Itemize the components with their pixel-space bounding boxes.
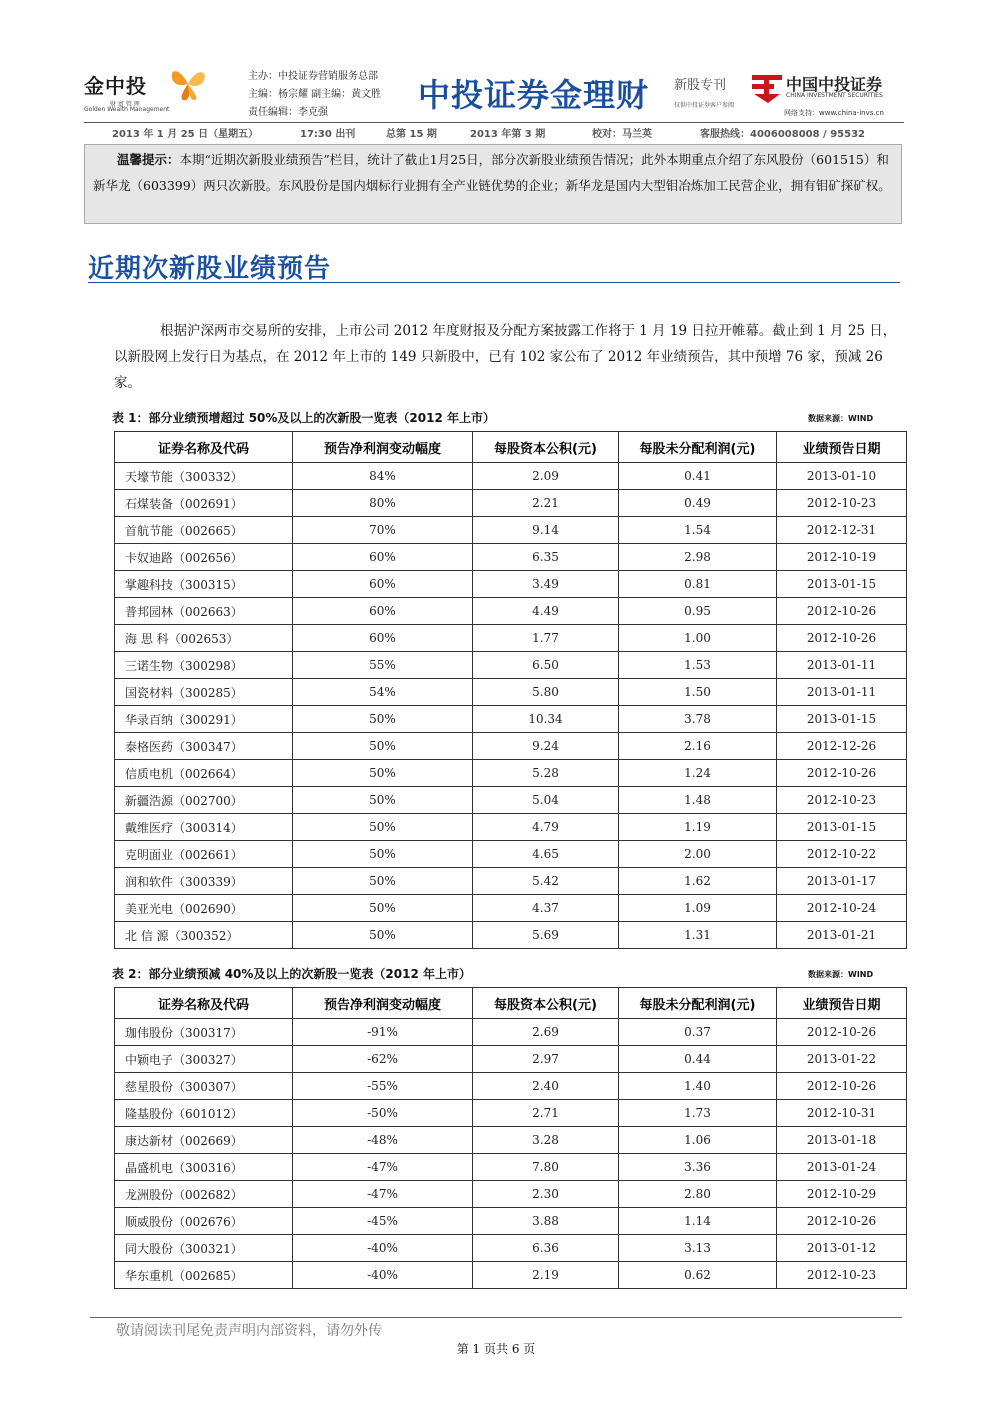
table-row	[115, 733, 907, 760]
cell-profit-change: 60%	[293, 571, 473, 598]
cell-forecast-date: 2012-10-23	[777, 1262, 907, 1289]
cell-capital-reserve: 2.69	[473, 1019, 619, 1046]
cell-forecast-date: 2013-01-10	[777, 463, 907, 490]
table-row	[115, 1262, 907, 1289]
cell-undistributed-profit: 1.06	[619, 1127, 777, 1154]
table-row	[115, 679, 907, 706]
cell-undistributed-profit: 2.98	[619, 544, 777, 571]
cell-capital-reserve: 2.40	[473, 1073, 619, 1100]
logo-subtitle-cn: 财 富 管 理	[110, 101, 140, 108]
table-row	[115, 1073, 907, 1100]
cell-undistributed-profit: 1.19	[619, 814, 777, 841]
table2	[114, 987, 907, 1289]
table-row	[115, 814, 907, 841]
cell-security-name: 晶盛机电（300316）	[115, 1154, 293, 1181]
cell-undistributed-profit: 0.37	[619, 1019, 777, 1046]
cell-capital-reserve: 6.50	[473, 652, 619, 679]
table2-header-name: 证券名称及代码	[115, 988, 293, 1019]
cell-forecast-date: 2012-10-19	[777, 544, 907, 571]
issue-date: 2013 年 1 月 25 日（星期五）	[112, 129, 259, 140]
notice-label: 温馨提示：	[117, 152, 180, 167]
cell-capital-reserve: 4.37	[473, 895, 619, 922]
cell-profit-change: 50%	[293, 706, 473, 733]
table2-header-undistributed-profit: 每股未分配利润(元)	[619, 988, 777, 1019]
cell-forecast-date: 2012-10-26	[777, 625, 907, 652]
cell-undistributed-profit: 1.48	[619, 787, 777, 814]
cell-undistributed-profit: 1.00	[619, 625, 777, 652]
cell-profit-change: 80%	[293, 490, 473, 517]
cell-capital-reserve: 5.80	[473, 679, 619, 706]
cell-profit-change: 60%	[293, 625, 473, 652]
cell-capital-reserve: 5.28	[473, 760, 619, 787]
issue-info-bar	[84, 125, 904, 142]
table-row	[115, 1100, 907, 1127]
cell-security-name: 天壕节能（300332）	[115, 463, 293, 490]
cell-forecast-date: 2012-10-31	[777, 1100, 907, 1127]
cell-forecast-date: 2013-01-11	[777, 679, 907, 706]
footer-disclaimer-note: 敬请阅读刊尾免责声明内部资料，请勿外传	[116, 1323, 382, 1339]
cell-security-name: 卡奴迪路（002656）	[115, 544, 293, 571]
table-row	[115, 625, 907, 652]
cell-profit-change: 50%	[293, 733, 473, 760]
cell-forecast-date: 2013-01-21	[777, 922, 907, 949]
cell-security-name: 美亚光电（002690）	[115, 895, 293, 922]
cell-profit-change: -55%	[293, 1073, 473, 1100]
company-logo	[750, 70, 900, 120]
cell-security-name: 中颖电子（300327）	[115, 1046, 293, 1073]
table-row	[115, 787, 907, 814]
cell-profit-change: 50%	[293, 787, 473, 814]
table-row	[115, 868, 907, 895]
cell-capital-reserve: 6.36	[473, 1235, 619, 1262]
cell-capital-reserve: 2.21	[473, 490, 619, 517]
table-row	[115, 706, 907, 733]
table-row	[115, 463, 907, 490]
cell-undistributed-profit: 1.40	[619, 1073, 777, 1100]
proofreader: 校对：马兰英	[592, 129, 652, 140]
cell-security-name: 同大股份（300321）	[115, 1235, 293, 1262]
table-row	[115, 1181, 907, 1208]
issue-total-number: 总第 15 期	[386, 129, 437, 140]
jinzhongtou-logo	[84, 66, 244, 114]
cell-undistributed-profit: 2.80	[619, 1181, 777, 1208]
logo-subtitle-en: Golden Wealth Management	[84, 106, 170, 113]
table2-source: 数据来源：WIND	[808, 970, 874, 979]
cell-profit-change: 70%	[293, 517, 473, 544]
table2-header-profit-change: 预告净利润变动幅度	[293, 988, 473, 1019]
cell-forecast-date: 2013-01-12	[777, 1235, 907, 1262]
table1-header-forecast-date: 业绩预告日期	[777, 432, 907, 463]
cell-forecast-date: 2013-01-24	[777, 1154, 907, 1181]
cell-undistributed-profit: 1.31	[619, 922, 777, 949]
table-row	[115, 895, 907, 922]
table-row	[115, 652, 907, 679]
cell-forecast-date: 2013-01-15	[777, 814, 907, 841]
cell-forecast-date: 2013-01-17	[777, 868, 907, 895]
cell-undistributed-profit: 2.00	[619, 841, 777, 868]
table1-header-row	[115, 432, 907, 463]
cell-profit-change: 84%	[293, 463, 473, 490]
section-title-underline	[88, 282, 900, 283]
cell-security-name: 普邦园林（002663）	[115, 598, 293, 625]
cell-capital-reserve: 4.65	[473, 841, 619, 868]
table2-header-forecast-date: 业绩预告日期	[777, 988, 907, 1019]
cell-undistributed-profit: 0.95	[619, 598, 777, 625]
cell-profit-change: -50%	[293, 1100, 473, 1127]
cell-forecast-date: 2013-01-11	[777, 652, 907, 679]
cell-security-name: 信质电机（002664）	[115, 760, 293, 787]
cell-security-name: 珈伟股份（300317）	[115, 1019, 293, 1046]
cell-capital-reserve: 5.04	[473, 787, 619, 814]
staff-responsible-editor: 责任编辑：李克强	[248, 107, 328, 118]
cell-security-name: 泰格医药（300347）	[115, 733, 293, 760]
cell-capital-reserve: 3.28	[473, 1127, 619, 1154]
cell-undistributed-profit: 3.36	[619, 1154, 777, 1181]
cell-forecast-date: 2012-10-23	[777, 490, 907, 517]
cell-security-name: 华东重机（002685）	[115, 1262, 293, 1289]
cell-capital-reserve: 10.34	[473, 706, 619, 733]
cell-undistributed-profit: 1.53	[619, 652, 777, 679]
table2-header-capital-reserve: 每股资本公积(元)	[473, 988, 619, 1019]
cell-profit-change: 50%	[293, 814, 473, 841]
cell-security-name: 华录百纳（300291）	[115, 706, 293, 733]
butterfly-logo-icon	[166, 62, 210, 106]
notice-box	[84, 144, 902, 224]
cell-forecast-date: 2012-10-26	[777, 1208, 907, 1235]
footer-rule	[90, 1317, 902, 1318]
cell-undistributed-profit: 1.09	[619, 895, 777, 922]
cell-undistributed-profit: 2.16	[619, 733, 777, 760]
section-title: 近期次新股业绩预告	[88, 254, 332, 284]
staff-editor: 主编：杨宗耀 副主编：黄文胜	[248, 89, 382, 100]
cell-forecast-date: 2013-01-15	[777, 571, 907, 598]
cell-security-name: 顺威股份（002676）	[115, 1208, 293, 1235]
cell-undistributed-profit: 0.44	[619, 1046, 777, 1073]
issue-time: 17:30 出刊	[300, 129, 356, 140]
table2-header-row	[115, 988, 907, 1019]
cell-forecast-date: 2012-12-31	[777, 517, 907, 544]
cell-profit-change: 55%	[293, 652, 473, 679]
cell-undistributed-profit: 3.78	[619, 706, 777, 733]
cell-profit-change: 50%	[293, 868, 473, 895]
table1-header-profit-change: 预告净利润变动幅度	[293, 432, 473, 463]
cell-profit-change: 50%	[293, 922, 473, 949]
cell-security-name: 隆基股份（601012）	[115, 1100, 293, 1127]
cell-undistributed-profit: 1.50	[619, 679, 777, 706]
cell-profit-change: -40%	[293, 1235, 473, 1262]
cell-undistributed-profit: 1.73	[619, 1100, 777, 1127]
customer-hotline: 客服热线：4006008008 / 95532	[700, 129, 865, 140]
logo-text: 金中投	[84, 74, 147, 98]
cell-security-name: 国瓷材料（300285）	[115, 679, 293, 706]
cell-forecast-date: 2012-12-26	[777, 733, 907, 760]
cell-security-name: 北 信 源（300352）	[115, 922, 293, 949]
cell-security-name: 三诺生物（300298）	[115, 652, 293, 679]
table1-header-undistributed-profit: 每股未分配利润(元)	[619, 432, 777, 463]
intro-paragraph: 根据沪深两市交易所的安排，上市公司 2012 年度财报及分配方案披露工作将于 1 月 19 日拉开帷幕。截止到 1 月 25 日，以新股网上发行日为基点，在 2012 年上市的 149 只新股中，已有 102 家公布了 2012 年业绩预告，其中预增 76 家，预减 26 家。	[114, 323, 897, 391]
cell-forecast-date: 2012-10-29	[777, 1181, 907, 1208]
cell-undistributed-profit: 1.54	[619, 517, 777, 544]
cell-capital-reserve: 7.80	[473, 1154, 619, 1181]
cell-forecast-date: 2012-10-23	[777, 787, 907, 814]
cell-profit-change: -40%	[293, 1262, 473, 1289]
table1-caption: 表 1：部分业绩预增超过 50%及以上的次新股一览表（2012 年上市）	[112, 411, 496, 425]
cell-undistributed-profit: 3.13	[619, 1235, 777, 1262]
cell-security-name: 慈星股份（300307）	[115, 1073, 293, 1100]
cell-security-name: 首航节能（002665）	[115, 517, 293, 544]
cell-capital-reserve: 9.24	[473, 733, 619, 760]
cell-profit-change: -62%	[293, 1046, 473, 1073]
cell-profit-change: -45%	[293, 1208, 473, 1235]
china-investment-securities-logo-icon	[750, 72, 784, 104]
cell-forecast-date: 2012-10-26	[777, 1073, 907, 1100]
cell-forecast-date: 2012-10-26	[777, 598, 907, 625]
special-issue-label: 新股专刊	[674, 78, 727, 93]
cell-forecast-date: 2013-01-22	[777, 1046, 907, 1073]
company-website: 网络支持：www.china-invs.cn	[784, 109, 884, 117]
cell-undistributed-profit: 1.14	[619, 1208, 777, 1235]
cell-capital-reserve: 3.88	[473, 1208, 619, 1235]
cell-capital-reserve: 4.79	[473, 814, 619, 841]
cell-security-name: 石煤装备（002691）	[115, 490, 293, 517]
editorial-staff	[248, 68, 381, 122]
cell-capital-reserve: 9.14	[473, 517, 619, 544]
cell-capital-reserve: 3.49	[473, 571, 619, 598]
table-row	[115, 1208, 907, 1235]
cell-capital-reserve: 5.69	[473, 922, 619, 949]
cell-profit-change: 60%	[293, 598, 473, 625]
cell-profit-change: 50%	[293, 760, 473, 787]
cell-capital-reserve: 6.35	[473, 544, 619, 571]
company-name-en: CHINA INVESTMENT SECURITIES	[786, 92, 883, 99]
table-row	[115, 490, 907, 517]
cell-capital-reserve: 2.71	[473, 1100, 619, 1127]
table1-header-capital-reserve: 每股资本公积(元)	[473, 432, 619, 463]
header-rule	[84, 122, 904, 123]
cell-capital-reserve: 4.49	[473, 598, 619, 625]
table-row	[115, 1154, 907, 1181]
cell-security-name: 龙洲股份（002682）	[115, 1181, 293, 1208]
cell-profit-change: 60%	[293, 544, 473, 571]
table-row	[115, 517, 907, 544]
publication-title: 中投证券金理财	[418, 76, 650, 114]
table-row	[115, 841, 907, 868]
table-row	[115, 598, 907, 625]
cell-profit-change: -48%	[293, 1127, 473, 1154]
cell-security-name: 戴维医疗（300314）	[115, 814, 293, 841]
table-row	[115, 544, 907, 571]
cell-undistributed-profit: 1.24	[619, 760, 777, 787]
cell-profit-change: 50%	[293, 841, 473, 868]
cell-undistributed-profit: 0.49	[619, 490, 777, 517]
cell-capital-reserve: 2.97	[473, 1046, 619, 1073]
cell-profit-change: -47%	[293, 1154, 473, 1181]
cell-security-name: 海 思 科（002653）	[115, 625, 293, 652]
table-row	[115, 1019, 907, 1046]
cell-forecast-date: 2012-10-26	[777, 1019, 907, 1046]
cell-profit-change: -47%	[293, 1181, 473, 1208]
cell-forecast-date: 2013-01-15	[777, 706, 907, 733]
cell-undistributed-profit: 1.62	[619, 868, 777, 895]
cell-profit-change: 54%	[293, 679, 473, 706]
cell-forecast-date: 2012-10-26	[777, 760, 907, 787]
cell-capital-reserve: 2.19	[473, 1262, 619, 1289]
cell-security-name: 掌趣科技（300315）	[115, 571, 293, 598]
cell-forecast-date: 2012-10-22	[777, 841, 907, 868]
notice-text: 本期“近期次新股业绩预告”栏目，统计了截止1月25日，部分次新股业绩预告情况；此外本期重点介绍了东风股份（601515）和新华龙（603399）两只次新股。东风股份是国内烟标行业拥有全产业链优势的企业；新华龙是国内大型钼冶炼加工民营企业，拥有钼矿探矿权。	[93, 152, 891, 193]
cell-security-name: 润和软件（300339）	[115, 868, 293, 895]
cell-security-name: 新疆浩源（002700）	[115, 787, 293, 814]
table1	[114, 431, 907, 949]
table-row	[115, 571, 907, 598]
cell-security-name: 康达新材（002669）	[115, 1127, 293, 1154]
table-row	[115, 922, 907, 949]
cell-profit-change: -91%	[293, 1019, 473, 1046]
issue-year-number: 2013 年第 3 期	[470, 129, 546, 140]
staff-sponsor: 主办：中投证券营销服务总部	[248, 71, 378, 82]
cell-undistributed-profit: 0.81	[619, 571, 777, 598]
cell-forecast-date: 2013-01-18	[777, 1127, 907, 1154]
table1-header-name: 证券名称及代码	[115, 432, 293, 463]
cell-security-name: 克明面业（002661）	[115, 841, 293, 868]
cell-profit-change: 50%	[293, 895, 473, 922]
table-row	[115, 1235, 907, 1262]
cell-capital-reserve: 1.77	[473, 625, 619, 652]
cell-capital-reserve: 5.42	[473, 868, 619, 895]
cell-undistributed-profit: 0.41	[619, 463, 777, 490]
table-row	[115, 1127, 907, 1154]
company-name: 中国中投证券	[786, 75, 883, 94]
page-number: 第 1 页共 6 页	[456, 1342, 536, 1356]
table-row	[115, 1046, 907, 1073]
table1-source: 数据来源：WIND	[808, 414, 874, 423]
cell-capital-reserve: 2.09	[473, 463, 619, 490]
table-row	[115, 760, 907, 787]
cell-capital-reserve: 2.30	[473, 1181, 619, 1208]
table2-caption: 表 2：部分业绩预减 40%及以上的次新股一览表（2012 年上市）	[112, 967, 472, 981]
cell-forecast-date: 2012-10-24	[777, 895, 907, 922]
special-issue-sublabel: 仅供中投证券客户参阅	[674, 102, 735, 109]
cell-undistributed-profit: 0.62	[619, 1262, 777, 1289]
